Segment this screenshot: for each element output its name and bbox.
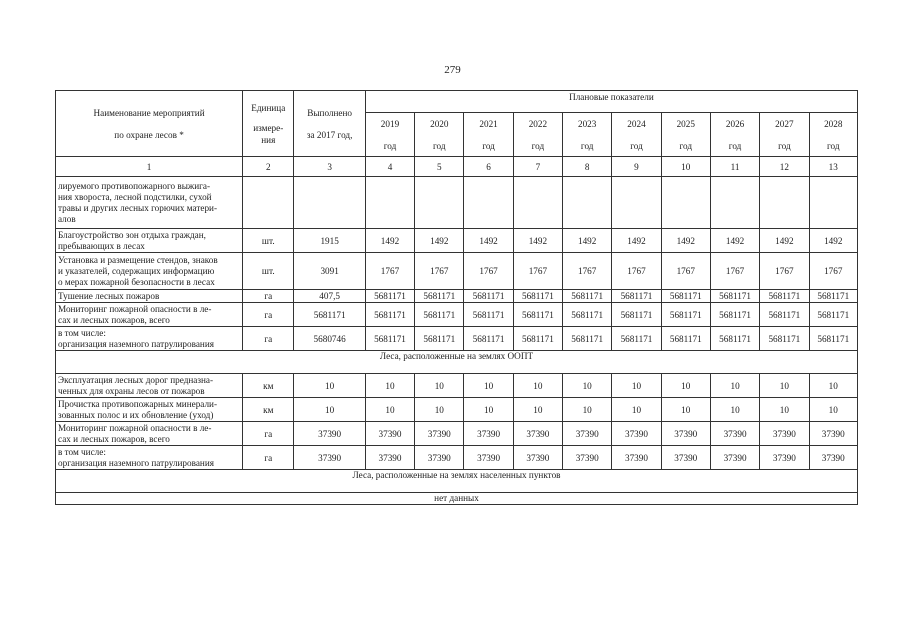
row-done-2017: 37390 <box>294 446 365 470</box>
section-settlements-row <box>56 470 858 493</box>
row-plan-2027: 1767 <box>760 253 809 290</box>
row-plan-2019: 5681171 <box>365 303 414 327</box>
year-cell-2022 <box>513 113 562 157</box>
row-plan-2021 <box>464 177 513 229</box>
row-plan-2020: 10 <box>415 398 464 422</box>
column-number-10: 10 <box>661 157 710 177</box>
section-b-row <box>56 398 858 422</box>
row-plan-2019: 5681171 <box>365 327 414 351</box>
year-cell-2020 <box>415 113 464 157</box>
year-word: год <box>531 140 545 151</box>
header-unit-line1: Единица <box>251 102 286 113</box>
row-done-2017 <box>294 177 365 229</box>
row-unit: га <box>243 446 294 470</box>
row-done-2017: 3091 <box>294 253 365 290</box>
row-plan-2026: 5681171 <box>710 290 759 303</box>
row-done-2017: 407,5 <box>294 290 365 303</box>
row-plan-2025: 1492 <box>661 229 710 253</box>
row-plan-2026: 5681171 <box>710 303 759 327</box>
row-plan-2019 <box>365 177 414 229</box>
row-plan-2025: 37390 <box>661 422 710 446</box>
header-unit-line3: ния <box>261 134 276 145</box>
row-plan-2022: 5681171 <box>513 327 562 351</box>
row-plan-2021: 1767 <box>464 253 513 290</box>
year-number: 2020 <box>430 118 449 129</box>
row-plan-2025: 10 <box>661 374 710 398</box>
row-plan-2023: 10 <box>563 398 612 422</box>
row-name-line: организация наземного патрулирования <box>58 457 214 468</box>
row-plan-2019: 10 <box>365 374 414 398</box>
row-name-line: о мерах пожарной безопасности в лесах <box>58 276 215 287</box>
row-plan-2023: 10 <box>563 374 612 398</box>
row-plan-2028: 10 <box>809 374 857 398</box>
section-a-row <box>56 229 858 253</box>
row-plan-2024: 37390 <box>612 422 661 446</box>
row-unit: шт. <box>243 253 294 290</box>
row-plan-2022: 1492 <box>513 229 562 253</box>
row-name <box>56 229 243 253</box>
row-unit <box>243 177 294 229</box>
row-name <box>56 398 243 422</box>
row-done-2017: 37390 <box>294 422 365 446</box>
header-done-line1: Выполнено <box>307 107 353 118</box>
row-plan-2025 <box>661 177 710 229</box>
row-plan-2020: 37390 <box>415 422 464 446</box>
row-plan-2021: 37390 <box>464 422 513 446</box>
year-number: 2019 <box>380 118 400 129</box>
row-plan-2025: 5681171 <box>661 290 710 303</box>
no-data: нет данных <box>56 493 858 505</box>
row-plan-2028: 5681171 <box>809 303 857 327</box>
row-plan-2024: 1767 <box>612 253 661 290</box>
year-word: год <box>728 140 742 151</box>
row-name <box>56 446 243 470</box>
row-name <box>56 290 243 303</box>
year-number: 2026 <box>725 118 745 129</box>
row-name-line: пребывающих в лесах <box>58 240 145 251</box>
row-name-line: Эксплуатация лесных дорог предназна- <box>58 374 214 385</box>
year-number: 2025 <box>676 118 695 129</box>
row-name-line: организация наземного патрулирования <box>58 338 214 349</box>
row-plan-2021: 10 <box>464 374 513 398</box>
header-plan: Плановые показатели <box>365 91 857 113</box>
section-settlements: Леса, расположенные на землях населенных пунктов <box>56 470 858 493</box>
row-name-line: Мониторинг пожарной опасности в ле- <box>58 422 212 433</box>
row-done-2017: 5681171 <box>294 303 365 327</box>
year-cell-2025 <box>661 113 710 157</box>
header-unit-line2: измере- <box>253 122 284 133</box>
year-cell-2023 <box>563 113 612 157</box>
row-name <box>56 374 243 398</box>
row-plan-2023 <box>563 177 612 229</box>
row-plan-2026: 37390 <box>710 446 759 470</box>
row-unit: га <box>243 303 294 327</box>
row-plan-2023: 5681171 <box>563 303 612 327</box>
year-word: год <box>826 140 840 151</box>
row-plan-2025: 1767 <box>661 253 710 290</box>
section-oopt-row <box>56 351 858 374</box>
row-plan-2020: 1767 <box>415 253 464 290</box>
row-name <box>56 422 243 446</box>
forest-protection-table <box>55 90 858 505</box>
year-number: 2024 <box>627 118 646 129</box>
row-plan-2021: 37390 <box>464 446 513 470</box>
row-plan-2023: 1492 <box>563 229 612 253</box>
column-number-8: 8 <box>563 157 612 177</box>
row-plan-2022: 37390 <box>513 422 562 446</box>
year-word: год <box>630 140 643 151</box>
column-number-7: 7 <box>513 157 562 177</box>
row-plan-2024: 10 <box>612 374 661 398</box>
page-number: 279 <box>444 64 461 76</box>
row-plan-2022: 10 <box>513 398 562 422</box>
row-name-line: ния хвороста, лесной подстилки, сухой <box>58 191 212 202</box>
year-number: 2023 <box>577 118 597 129</box>
row-plan-2021: 5681171 <box>464 290 513 303</box>
row-plan-2023: 1767 <box>563 253 612 290</box>
row-plan-2021: 1492 <box>464 229 513 253</box>
row-plan-2023: 37390 <box>563 446 612 470</box>
row-plan-2027: 5681171 <box>760 303 809 327</box>
year-cell-2026 <box>710 113 759 157</box>
row-name-line: ченных для охраны лесов от пожаров <box>58 385 205 396</box>
column-number-12: 12 <box>760 157 809 177</box>
column-number-1: 1 <box>56 157 243 177</box>
column-number-2: 2 <box>243 157 294 177</box>
row-plan-2028: 5681171 <box>809 290 857 303</box>
row-plan-2020 <box>415 177 464 229</box>
section-b-row <box>56 446 858 470</box>
section-b-row <box>56 374 858 398</box>
row-plan-2025: 37390 <box>661 446 710 470</box>
no-data-row <box>56 493 858 505</box>
row-plan-2026: 10 <box>710 398 759 422</box>
row-done-2017: 10 <box>294 374 365 398</box>
column-number-4: 4 <box>365 157 414 177</box>
row-plan-2023: 37390 <box>563 422 612 446</box>
row-plan-2021: 10 <box>464 398 513 422</box>
row-plan-2027: 5681171 <box>760 290 809 303</box>
year-cell-2027 <box>760 113 809 157</box>
row-name-line: Мониторинг пожарной опасности в ле- <box>58 303 212 314</box>
row-name <box>56 303 243 327</box>
row-plan-2027: 10 <box>760 398 809 422</box>
row-plan-2028: 37390 <box>809 422 857 446</box>
row-plan-2026: 1492 <box>710 229 759 253</box>
row-plan-2019: 1767 <box>365 253 414 290</box>
row-name-line: лируемого противопожарного выжига- <box>58 180 211 191</box>
row-plan-2023: 5681171 <box>563 290 612 303</box>
row-name-line: в том числе: <box>58 446 106 457</box>
section-b-row <box>56 422 858 446</box>
section-a-row <box>56 290 858 303</box>
row-plan-2028: 5681171 <box>809 327 857 351</box>
row-plan-2028: 1767 <box>809 253 857 290</box>
header-done <box>294 91 365 157</box>
row-name-line: сах и лесных пожаров, всего <box>58 314 170 325</box>
year-word: год <box>482 140 495 151</box>
year-word: год <box>580 140 594 151</box>
year-number: 2027 <box>775 118 794 129</box>
row-unit: га <box>243 327 294 351</box>
row-done-2017: 1915 <box>294 229 365 253</box>
row-name-line: Благоустройство зон отдыха граждан, <box>58 229 206 240</box>
row-plan-2024: 10 <box>612 398 661 422</box>
row-plan-2024: 5681171 <box>612 327 661 351</box>
row-plan-2019: 5681171 <box>365 290 414 303</box>
row-plan-2022: 37390 <box>513 446 562 470</box>
year-cell-2021 <box>464 113 513 157</box>
row-plan-2023: 5681171 <box>563 327 612 351</box>
row-plan-2026: 1767 <box>710 253 759 290</box>
row-plan-2022 <box>513 177 562 229</box>
row-plan-2024: 37390 <box>612 446 661 470</box>
row-unit: га <box>243 290 294 303</box>
row-plan-2019: 37390 <box>365 446 414 470</box>
row-plan-2027: 37390 <box>760 446 809 470</box>
header-name-line1: Наименование мероприятий <box>93 107 205 118</box>
row-done-2017: 5680746 <box>294 327 365 351</box>
row-plan-2022: 10 <box>513 374 562 398</box>
row-done-2017: 10 <box>294 398 365 422</box>
row-plan-2027 <box>760 177 809 229</box>
row-name-line: Прочистка противопожарных минерали- <box>58 398 218 409</box>
row-plan-2026 <box>710 177 759 229</box>
row-name-line: Тушение лесных пожаров <box>58 290 160 301</box>
row-name-line: в том числе: <box>58 327 106 338</box>
section-oopt: Леса, расположенные на землях ООПТ <box>56 351 858 374</box>
row-plan-2020: 37390 <box>415 446 464 470</box>
section-a-row <box>56 327 858 351</box>
year-number: 2028 <box>824 118 843 129</box>
row-name-line: алов <box>58 213 76 224</box>
section-a-row <box>56 303 858 327</box>
row-unit: км <box>243 374 294 398</box>
header-unit <box>243 91 294 157</box>
column-number-9: 9 <box>612 157 661 177</box>
year-cell-2028 <box>809 113 857 157</box>
year-number: 2022 <box>528 118 548 129</box>
row-plan-2021: 5681171 <box>464 303 513 327</box>
column-number-6: 6 <box>464 157 513 177</box>
row-plan-2020: 5681171 <box>415 290 464 303</box>
column-number-5: 5 <box>415 157 464 177</box>
year-cell-2024 <box>612 113 661 157</box>
row-plan-2026: 10 <box>710 374 759 398</box>
year-word: год <box>383 140 397 151</box>
row-plan-2027: 5681171 <box>760 327 809 351</box>
row-plan-2028 <box>809 177 857 229</box>
row-plan-2024: 1492 <box>612 229 661 253</box>
section-a-row <box>56 177 858 229</box>
column-number-3: 3 <box>294 157 365 177</box>
row-plan-2019: 37390 <box>365 422 414 446</box>
row-plan-2024 <box>612 177 661 229</box>
row-plan-2025: 5681171 <box>661 327 710 351</box>
row-plan-2028: 1492 <box>809 229 857 253</box>
row-plan-2027: 10 <box>760 374 809 398</box>
row-plan-2022: 5681171 <box>513 290 562 303</box>
row-plan-2021: 5681171 <box>464 327 513 351</box>
row-plan-2027: 37390 <box>760 422 809 446</box>
row-plan-2025: 5681171 <box>661 303 710 327</box>
row-plan-2020: 1492 <box>415 229 464 253</box>
row-plan-2024: 5681171 <box>612 303 661 327</box>
year-word: год <box>679 140 693 151</box>
year-word: год <box>433 140 446 151</box>
row-name <box>56 253 243 290</box>
header-name <box>56 91 243 157</box>
row-plan-2028: 37390 <box>809 446 857 470</box>
row-plan-2022: 5681171 <box>513 303 562 327</box>
column-number-11: 11 <box>710 157 759 177</box>
row-plan-2026: 37390 <box>710 422 759 446</box>
row-plan-2026: 5681171 <box>710 327 759 351</box>
row-name-line: Установка и размещение стендов, знаков <box>58 254 218 265</box>
row-name-line: сах и лесных пожаров, всего <box>58 433 170 444</box>
header-name-line2: по охране лесов * <box>114 129 184 140</box>
row-unit: га <box>243 422 294 446</box>
row-name-line: и указателей, содержащих информацию <box>58 265 215 276</box>
row-plan-2028: 10 <box>809 398 857 422</box>
row-plan-2019: 10 <box>365 398 414 422</box>
year-word: год <box>778 140 791 151</box>
row-name-line: травы и других лесных горючих матери- <box>58 202 218 213</box>
header-done-line2: за 2017 год, <box>306 129 353 140</box>
row-name <box>56 327 243 351</box>
row-plan-2022: 1767 <box>513 253 562 290</box>
row-name <box>56 177 243 229</box>
year-cell-2019 <box>365 113 414 157</box>
row-plan-2020: 5681171 <box>415 303 464 327</box>
row-plan-2024: 5681171 <box>612 290 661 303</box>
row-unit: шт. <box>243 229 294 253</box>
row-unit: км <box>243 398 294 422</box>
row-name-line: зованных полос и их обновление (уход) <box>58 409 214 420</box>
row-plan-2019: 1492 <box>365 229 414 253</box>
section-a-row <box>56 253 858 290</box>
row-plan-2025: 10 <box>661 398 710 422</box>
column-number-13: 13 <box>809 157 857 177</box>
row-plan-2020: 5681171 <box>415 327 464 351</box>
row-plan-2027: 1492 <box>760 229 809 253</box>
year-number: 2021 <box>479 118 498 129</box>
row-plan-2020: 10 <box>415 374 464 398</box>
